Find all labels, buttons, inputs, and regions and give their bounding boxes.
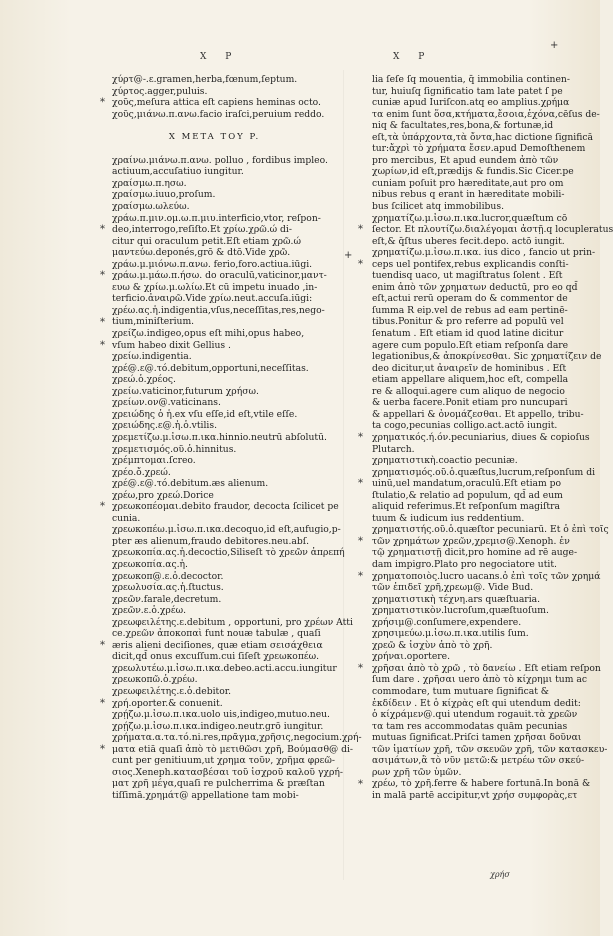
right-column-line: τα enim ſunt ὅσα,κτήματα,ἔσοια,ἐχόνα,cēſus de- bbox=[372, 108, 600, 120]
right-column-line: Plutarch. bbox=[372, 443, 415, 455]
right-column-line: tuum & iudicum ius reddentium. bbox=[372, 512, 525, 524]
right-column-line: tuendisq uaco, ut magiſtratus ſolent . Eſt bbox=[372, 270, 563, 282]
left-column-line: dicit,qd̄ onus excuſſum.cui ſiſeſt χρεωκοπέω. bbox=[112, 651, 320, 663]
left-column-line: χρεωλυτέω.μ.ἰσω.π.ικα.debeo.acti.accu.iungitur bbox=[112, 662, 337, 674]
left-column-line: χοῦς,meſura attica eſt capiens heminas octo. bbox=[112, 97, 321, 109]
right-column-line: ſtulatio,& relatio ad populum, qd̄ ad eum bbox=[372, 489, 563, 501]
right-column-line: τῶν χρημάτων χρεῶν,χρεμισ@.Xenoph. ἐν bbox=[372, 535, 570, 547]
right-column-line: χωρίων,id eſt,prædijs & fundis.Sic Cicer.pe bbox=[372, 166, 574, 178]
left-column-line: æris alieni deciſiones, quæ etiam σεισάχθεια bbox=[112, 639, 323, 651]
left-column-line: χρεωλυσία.ας.ἡ.ſtuctus. bbox=[112, 582, 224, 594]
right-column-line: χρηματιστής.οῦ.ὁ.quæſtor pecuniarū. Et ὁ ἐπὶ τοῖς bbox=[372, 524, 609, 536]
right-column-line: χρηματοποιὸς.lucro uacans.ὁ ἐπὶ τοῖς τῶν χρημά bbox=[372, 570, 601, 582]
left-column-line: tiſſimā.χρημάτ@ appellatione tam mobi- bbox=[112, 789, 299, 801]
left-column-line: χρῄζω.μ.ἰσω.π.ικα.uolo uis,indigeo,mutuo.neu. bbox=[112, 709, 330, 721]
marginal-asterisk: * bbox=[100, 270, 105, 282]
right-column-line: agere cum populo.Eſt etiam reſponſa dare bbox=[372, 339, 569, 351]
gutter-mark-left: + bbox=[344, 250, 353, 261]
left-column-line: σιος.Xeneph.κατασβέσαι τοῦ ἰσχροῦ καλοῦ γχρή- bbox=[112, 766, 343, 778]
marginal-asterisk: * bbox=[100, 97, 105, 109]
right-column-line: & appellari & ὀνομάζεσθαι. Et appello, tribu- bbox=[372, 408, 584, 420]
marginal-asterisk: * bbox=[100, 639, 105, 651]
left-column-line: citur qui oraculum petit.Eſt etiam χρῶ.ώ bbox=[112, 235, 301, 247]
left-column-line: χρεωκοπ@.ε.ὁ.decoctor. bbox=[112, 570, 224, 582]
left-column-line: ματ χρῆ μέγα,quaſi re pulcherrima & præſtan bbox=[112, 778, 325, 790]
marginal-asterisk: * bbox=[100, 224, 105, 236]
left-column-line: terficio.ἀναιρῶ.Vide χρίω.neut.accuſa.iūgi: bbox=[112, 293, 313, 305]
right-column-line: χρησιμεύω.μ.ἰσω.π.ικα.utilis ſum. bbox=[372, 628, 529, 640]
left-column-line bbox=[112, 120, 317, 132]
right-column-line: bus ſcilicet atq immobilibus. bbox=[372, 201, 504, 213]
left-column-line: χρεῶν.ε.ὁ.χρέω. bbox=[112, 605, 186, 617]
left-column-line: χράω.π.μιν.ομ.ω.π.μιυ.interficio,vtor, reſpon- bbox=[112, 212, 321, 224]
left-column-line: cunia. bbox=[112, 512, 141, 524]
left-column-line: χραίσμω.ωλεύω. bbox=[112, 201, 190, 213]
left-column-line: χρέ@.ε@.τό.debitum,opportuni,neceſſitas. bbox=[112, 362, 309, 374]
left-column-line: χρήματα.α.τα.τό.ni.res,πρᾶγμα,χρῆσις,negocium.χρή- bbox=[112, 732, 362, 744]
left-column-line: χράω.μ.μάω.π.ήσω. do oraculū,vaticinor,μαντ- bbox=[112, 270, 327, 282]
left-column-line: ματα etiā quaſi ἀπὸ τὸ μετιθῶσι χρῆ, Βούμασθ@ di- bbox=[112, 743, 354, 755]
right-column-line: χρηματιστικὴ.coactio pecuniæ. bbox=[372, 455, 518, 467]
catchword: χρήσ bbox=[490, 870, 510, 879]
right-column-line: tur:ἄχρὶ τὸ χρήματα ἔσεν.apud Demoſthenem bbox=[372, 143, 586, 155]
right-column-line: commodare, tum mutuare ſignificat & bbox=[372, 685, 549, 697]
right-column-line: χρῆσαι ἀπὸ τὸ χρῶ , τὸ δανείω . Eſt etiam reſpon bbox=[372, 662, 601, 674]
right-column-line: χρέω, τὸ χρῆ.ferre & habere fortunā.In bonā & bbox=[372, 778, 591, 790]
left-column-line: χρείζω.indigeo,opus eſt mihi,opus habeo, bbox=[112, 328, 305, 340]
right-column-line: χρήναι.oportere. bbox=[372, 651, 450, 663]
left-column-line: χρεμετισμός.οῦ.ὁ.hinnitus. bbox=[112, 443, 237, 455]
right-column-line: uinū,uel mandatum,oraculū.Eſt etiam po bbox=[372, 478, 562, 490]
right-column-line: re & alloqui.agere cum aliquo de negocio bbox=[372, 385, 565, 397]
right-column-line: ſum dare . χρῆσαι uero ἀπὸ τὸ κίχρημι tum ac bbox=[372, 674, 587, 686]
left-column-line: χύρτος.agger,puluis. bbox=[112, 85, 208, 97]
right-column-line: pro mercibus, Et apud eundem ἀπὸ τῶν bbox=[372, 154, 559, 166]
left-column-section-heading: X META TOY P. bbox=[168, 131, 261, 142]
marginal-asterisk: * bbox=[358, 778, 363, 790]
right-column-line: ceps uel pontifex,rebus explicandis conſti- bbox=[372, 258, 569, 270]
marginal-asterisk: * bbox=[358, 478, 363, 490]
marginal-asterisk: * bbox=[358, 663, 363, 675]
running-head-left: X P bbox=[200, 52, 240, 62]
right-column-line: ασιμάτων,ἃ τὸ νῦν μετῶ:& μετρέω τῶν σκεύ- bbox=[372, 755, 585, 767]
right-column-line: ſenatum . Eſt etiam id quod latine dicitur bbox=[372, 328, 564, 340]
right-column-line: τῶν ἐπιδεῖ χρῆ,χρεωμ@. Vide Bud. bbox=[372, 582, 534, 594]
left-column-line: χρεωφειλέτης.ε.ὁ.debitor. bbox=[112, 685, 232, 697]
right-column-line: ἐκδίδειν . Et ὁ κίχρὰς eſt qui utendum dedit: bbox=[372, 697, 581, 709]
left-column-line: χραίσμω.π.ησω. bbox=[112, 177, 187, 189]
left-column-line: deo,interrogo,reſiſto.Et χρίω.χρῶ.ώ di- bbox=[112, 224, 292, 236]
left-column-line: χρέο.ὄ.χρεώ. bbox=[112, 466, 171, 478]
left-column-line: χρεωκοπία.ας.ἡ. bbox=[112, 558, 188, 570]
right-column-line: deo dicitur,ut ἀναιρεῖν de hominibus . Eſt bbox=[372, 362, 567, 374]
gutter-divider bbox=[343, 70, 344, 880]
marginal-asterisk: * bbox=[358, 536, 363, 547]
marginal-asterisk: * bbox=[358, 258, 363, 270]
right-column-line: τῷ χρηματιστῇ dicit,pro homine ad rē auge- bbox=[372, 547, 578, 559]
right-column-line: tur, huiuſq ſignificatio tam late patet ſ pe bbox=[372, 85, 563, 97]
left-column-line: χρείω.vaticinor,futurum χρήσω. bbox=[112, 385, 259, 397]
right-column-line: in malā partē accipitur,vt χρήσ συμφορὰς,ετ bbox=[372, 789, 578, 801]
right-column-line: niq & facultates,res,bona,& fortunæ,id bbox=[372, 120, 554, 132]
left-column-line: χρεωφειλέτης.ε.debitum , opportuni, pro χρέων Atti bbox=[112, 616, 353, 628]
marginal-asterisk: * bbox=[100, 501, 105, 513]
right-column-line: cuniæ apud Iuriſcon.atq eo amplius.χρήμα bbox=[372, 97, 570, 109]
marginal-asterisk: * bbox=[358, 432, 363, 444]
right-column-line: χρηματιστικὴ τέχνη.ars quæſtuaria. bbox=[372, 593, 541, 605]
left-column-line: χρεώ.ὁ.χρέος. bbox=[112, 374, 176, 386]
right-column-line: eſt,& q̄ſtus uberes fecit.depo. actō iungit. bbox=[372, 235, 565, 247]
marginal-asterisk: * bbox=[100, 697, 105, 709]
right-column-line: χρηματιστικὸν.lucroſum,quæſtuoſum. bbox=[372, 605, 549, 617]
right-column-line: ρων χρῆ τῶν ὑμῶν. bbox=[372, 766, 462, 778]
right-column-line: ſumma R eip.vel de rebus ad eam pertinē- bbox=[372, 304, 568, 316]
left-column-line: χρεωκοπία.ας.ἡ.decoctio,Siliseſt τὸ χρεῶν ἀπρεπή bbox=[112, 547, 345, 559]
running-head-right: X P bbox=[393, 52, 433, 62]
right-column-line: χρηματίζω.μ.ἰσω.π.ικα.lucror,quæſtum cō bbox=[372, 212, 568, 224]
left-column-text bbox=[112, 74, 362, 801]
right-column-line: cuniam poſuit pro hæreditate,aut pro om bbox=[372, 177, 564, 189]
left-column-line: χρῄζω.μ.ἰσω.π.ικα.indigeo.neutr.grō iungitur. bbox=[112, 720, 324, 732]
marginal-asterisk: * bbox=[100, 743, 105, 755]
right-column-line: τα tam res accommodatas quām pecunias bbox=[372, 720, 568, 732]
right-column-line: dam impigro.Plato pro negociatore utit. bbox=[372, 558, 557, 570]
left-column-line: tium,miniſterium. bbox=[112, 316, 195, 328]
left-column-line: χρέω.ας.ἡ.indigentia,vſus,neceſſitas,res,nego- bbox=[112, 304, 325, 316]
left-column-line bbox=[112, 143, 317, 155]
right-column-line: ſector. Et πλουτίζω.διαλέγομαι ἀστῇ.q locupleratus bbox=[372, 224, 613, 236]
right-column-line: eſt,actui rerū operam do & commentor de bbox=[372, 293, 568, 305]
left-column-line: χρειώδης ὁ ἡ.ex vſu eſſe,id eſt,vtile eſſe. bbox=[112, 408, 298, 420]
left-column-line: cunt per genitiuum,ut χρημα τοῦν, χρῆμα φρεῶ- bbox=[112, 755, 335, 767]
right-column-line: χρεῶ & ἰσχὺν ἀπὸ τὸ χρῆ. bbox=[372, 639, 493, 651]
left-column-line: χρέω,pro χρεώ.Dorice bbox=[112, 489, 214, 501]
right-column-line: ὁ κίχράμεν@.qui utendum rogauit.τὰ χρεῶν bbox=[372, 709, 578, 721]
marginal-asterisk: * bbox=[100, 316, 105, 328]
right-column-line: & uerba facere.Ponit etiam pro nuncupari bbox=[372, 397, 568, 409]
marginal-asterisk: * bbox=[358, 224, 363, 236]
left-column-line: χραίνω.μιάνω.π.ανω. polluo , fordibus impleo. bbox=[112, 154, 328, 166]
left-column-line: χράω.μ.μιόνω.π.ανω. ferio,foro.actiua.iūgi. bbox=[112, 258, 313, 270]
right-column-text bbox=[372, 74, 613, 801]
left-column-line: pter æs alienum,fraudo debitores.neu.abſ. bbox=[112, 535, 310, 547]
right-column-line: χρηματίζω.μ.ἰσω.π.ικα. ius dico , fancio ut prin- bbox=[372, 247, 596, 259]
marginal-asterisk: * bbox=[358, 570, 363, 582]
right-column-line: τῶν ἰματίων χρῆ, τῶν σκευῶν χρῆ, τῶν κατασκευ- bbox=[372, 743, 608, 755]
right-column-line: tibus.Ponitur & pro referre ad populū vel bbox=[372, 316, 564, 328]
left-column-line: χύρτ@-.ε.gramen,herba,fœnum,ſeptum. bbox=[112, 74, 298, 85]
left-column-line: χρεωκοπέομαι.debito fraudor, decocta ſcilicet pe bbox=[112, 501, 339, 513]
right-column-line: χρηματισμός.οῦ.ὁ.quæſtus,lucrum,reſponſum di bbox=[372, 466, 596, 478]
left-column-line: ευω & χρίω.μ.ωλίω.Et cū impetu inuado ,in- bbox=[112, 281, 318, 293]
left-column-line: χρείω.indigentia. bbox=[112, 351, 192, 363]
left-column-line: χρείων.ον@.vaticinans. bbox=[112, 397, 221, 409]
left-column-line: χρέ@.ε@.τό.debitum.æs alienum. bbox=[112, 478, 269, 490]
left-column-line: χραίσμω.iuuo,proſum. bbox=[112, 189, 216, 201]
left-column-line: χρειώδης.ε@.ἡ.ὁ.vtilis. bbox=[112, 420, 218, 432]
right-column-line: χρηματικός.ή.όν.pecuniarius, diues & copioſus bbox=[372, 431, 590, 443]
right-column-line: nibus rebus q erant in hæreditate mobili- bbox=[372, 189, 565, 201]
marginal-asterisk: * bbox=[100, 339, 105, 351]
right-column-line: aliquid referimus.Et reſponſum magiſtra bbox=[372, 501, 560, 513]
right-column-line: legationibus,& ἀποκρίνεσθαι. Sic χρηματίζειν de bbox=[372, 351, 602, 363]
right-column-line: lia ſeſe ſq mouentia, q̄ immobilia continen- bbox=[372, 74, 570, 85]
right-column-line: etiam appellare aliquem,hoc eſt, compella bbox=[372, 374, 569, 386]
right-column-line: eſt,τὰ ὑπάρχοντα,τὰ ὄντα,hac dictione ſignificā bbox=[372, 131, 593, 143]
left-column-line: χρεωκοπῶ.ὁ.χρέω. bbox=[112, 674, 198, 686]
left-column-line: μαντεύω.deponés,grō & dtō.Vide χρῶ. bbox=[112, 247, 291, 259]
right-column-line: χρήσιμ@.conſumere,expendere. bbox=[372, 616, 522, 628]
left-column-line: χοῦς,μιάνω.π.ανω.facio iraſci,peruium reddo. bbox=[112, 108, 325, 120]
left-column-line: χρή.oporter.& conuenit. bbox=[112, 697, 223, 709]
gutter-mark-right: + bbox=[550, 40, 559, 51]
left-column-line: actiuum,accuſatiuo iungitur. bbox=[112, 166, 244, 178]
left-column-line: χρεωκοπέω.μ.ἰσω.π.ικα.decoquo,id eſt,aufugio,p- bbox=[112, 524, 341, 536]
right-column-line: mutuas ſignificat.Priſci tamen χρῆσαι δοῦναι bbox=[372, 732, 582, 744]
left-column-line: ce.χρεῶν ἀποκοπαὶ funt nouæ tabulæ , quaſi bbox=[112, 628, 321, 640]
left-column-line: χρεῶν.farale,decretum. bbox=[112, 593, 222, 605]
left-column-line: χρεμετίζω.μ.ἰσω.π.ικα.hinnio.neutrū abſolutū. bbox=[112, 431, 327, 443]
left-column-line: vſum habeo dixit Gellius . bbox=[112, 339, 231, 351]
right-column-line: enim ἀπὸ τῶν χρηματων deductū, pro eo qd̄ bbox=[372, 281, 578, 293]
left-column-line: χρέμπτομαι.ſcreo. bbox=[112, 455, 196, 467]
right-column-line: ta cogo,pecunias colligo.act.actō iungit. bbox=[372, 420, 558, 432]
